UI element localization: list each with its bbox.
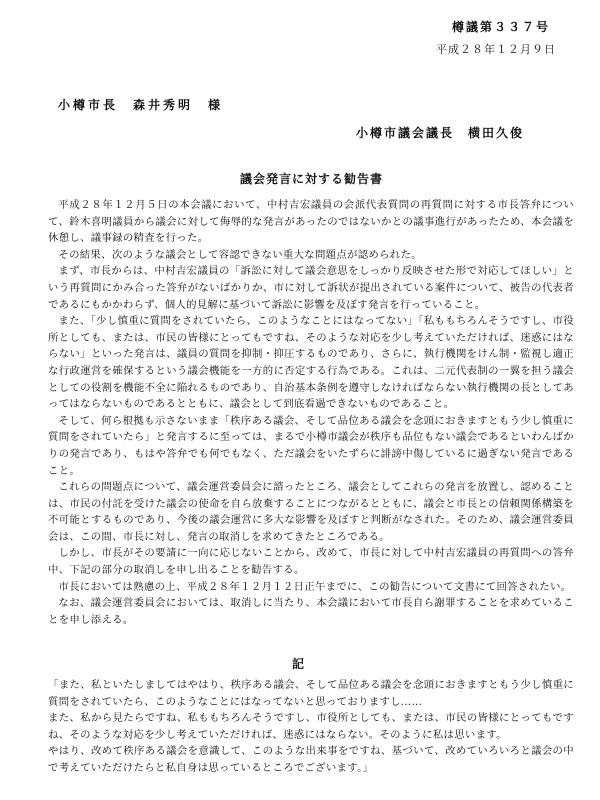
document-date: 平成２８年１２月９日 [436,43,556,56]
document-number: 樽議第３３７号 [452,20,551,34]
ki-heading: 記 [292,657,305,671]
body-paragraph: 平成２８年１２月５日の本会議において、中村吉宏議員の会派代表質問の再質問に対する市長答弁について、鈴木喜明議員から議会に対して侮辱的な発言があったのではないかとの議事進行があったため、本会議を休憩し、議事録の精査を行った。 [48,199,574,245]
quote-line: また、私から見たらですね、私ももちろんそうですし、市役所としても、または、市民の皆様にとってもですね、そのような対応を少し考えていただければ、迷惑にはならない。そのように私は思います。 [48,712,574,741]
body-paragraph: まず、市長からは、中村吉宏議員の「訴訟に対して議会意思をしっかり反映させた形で対応してほしい」という再質問にかみ合った答弁がないばかりか、市に対して訴状が提出されている案件について、被告の代表者であるにもかかわらず、個人的見解に基づいて訴訟に影響を及ぼす発言を行っていること。 [48,265,574,311]
addressee: 小樽市長 森井秀明 様 [58,98,224,112]
body-paragraph: また、「少し慎重に質問をされていたら、このようなことにはなってない」「私ももちろんそうですし、市役所としても、または、市民の皆様にとってもですね、そのような対応を少し考えていただければ、迷惑にはならない」といった発言は、議員の質問を抑制・抑圧するものであり、さらに、執行機関をけん制・監視し適正な行政運営を確保するという議会機能を一方的に否定する行為である。これは、二元代表制の一翼を担う議会としての役割を機能不全に陥れるものであり、自治基本条例を遵守しなければならない執行機関の長としてあってはならないものであるとともに、議会として到底看過できないものであること。 [48,315,574,411]
body-paragraph: しかし、市長がその要請に一向に応じないことから、改めて、市長に対して中村吉宏議員の再質問への答弁中、下記の部分の取消しを申し出ることを勧告する。 [48,547,574,577]
quote-line: 「また、私といたしましてはやはり、秩序ある議会、そして品位ある議会を念頭におきますともう少し慎重に質問をされていたら、このようなことにはなってないと思っておりますし…… [48,679,574,708]
sender: 小樽市議会議長 横田久俊 [356,126,525,140]
document-title: 議会発言に対する勧告書 [240,172,384,186]
quoted-remarks [48,677,574,777]
body-paragraph: 市長においては熟慮の上、平成２８年１２月１２日正午までに、この勧告について文書にて回答されたい。 [58,580,572,593]
body-paragraph: その結果、次のような議会として容認できない重大な問題点が認められた。 [58,248,422,261]
body-paragraph: なお、議会運営委員会においては、取消しに当たり、本会議において市長自ら謝罪することを求めていることを申し添える。 [48,597,574,626]
quote-line: やはり、改めて秩序ある議会を意識して、このような出来事をですね、基づいて、改めていろいろと議会の中で考えていただけたらと私自身は思っているところでございます。」 [48,745,574,774]
body-paragraph: そして、何ら根拠も示さないまま「秩序ある議会、そして品位ある議会を念頭におきますともう少し慎重に質問をされていたら」と発言するに至っては、まるで小樽市議会が秩序も品位もない議会であるといわんばかりの発言であり、もはや答弁でも何でもなく、ただ議会をいたずらに誹謗中傷しているに過ぎない発言であること。 [48,414,574,477]
document-body [48,197,574,628]
body-paragraph: これらの問題点について、議会運営委員会に諮ったところ、議会としてこれらの発言を放置し、認めることは、市民の付託を受けた議会の使命を自ら放棄することにつながるとともに、議会と市長との信頼関係構築を不可能とするものであり、今後の議会運営に多大な影響を及ぼすと判断がなされた。そのため、議会運営委員会は、この間、市長に対し、発言の取消しを求めてきたところである。 [48,481,574,543]
